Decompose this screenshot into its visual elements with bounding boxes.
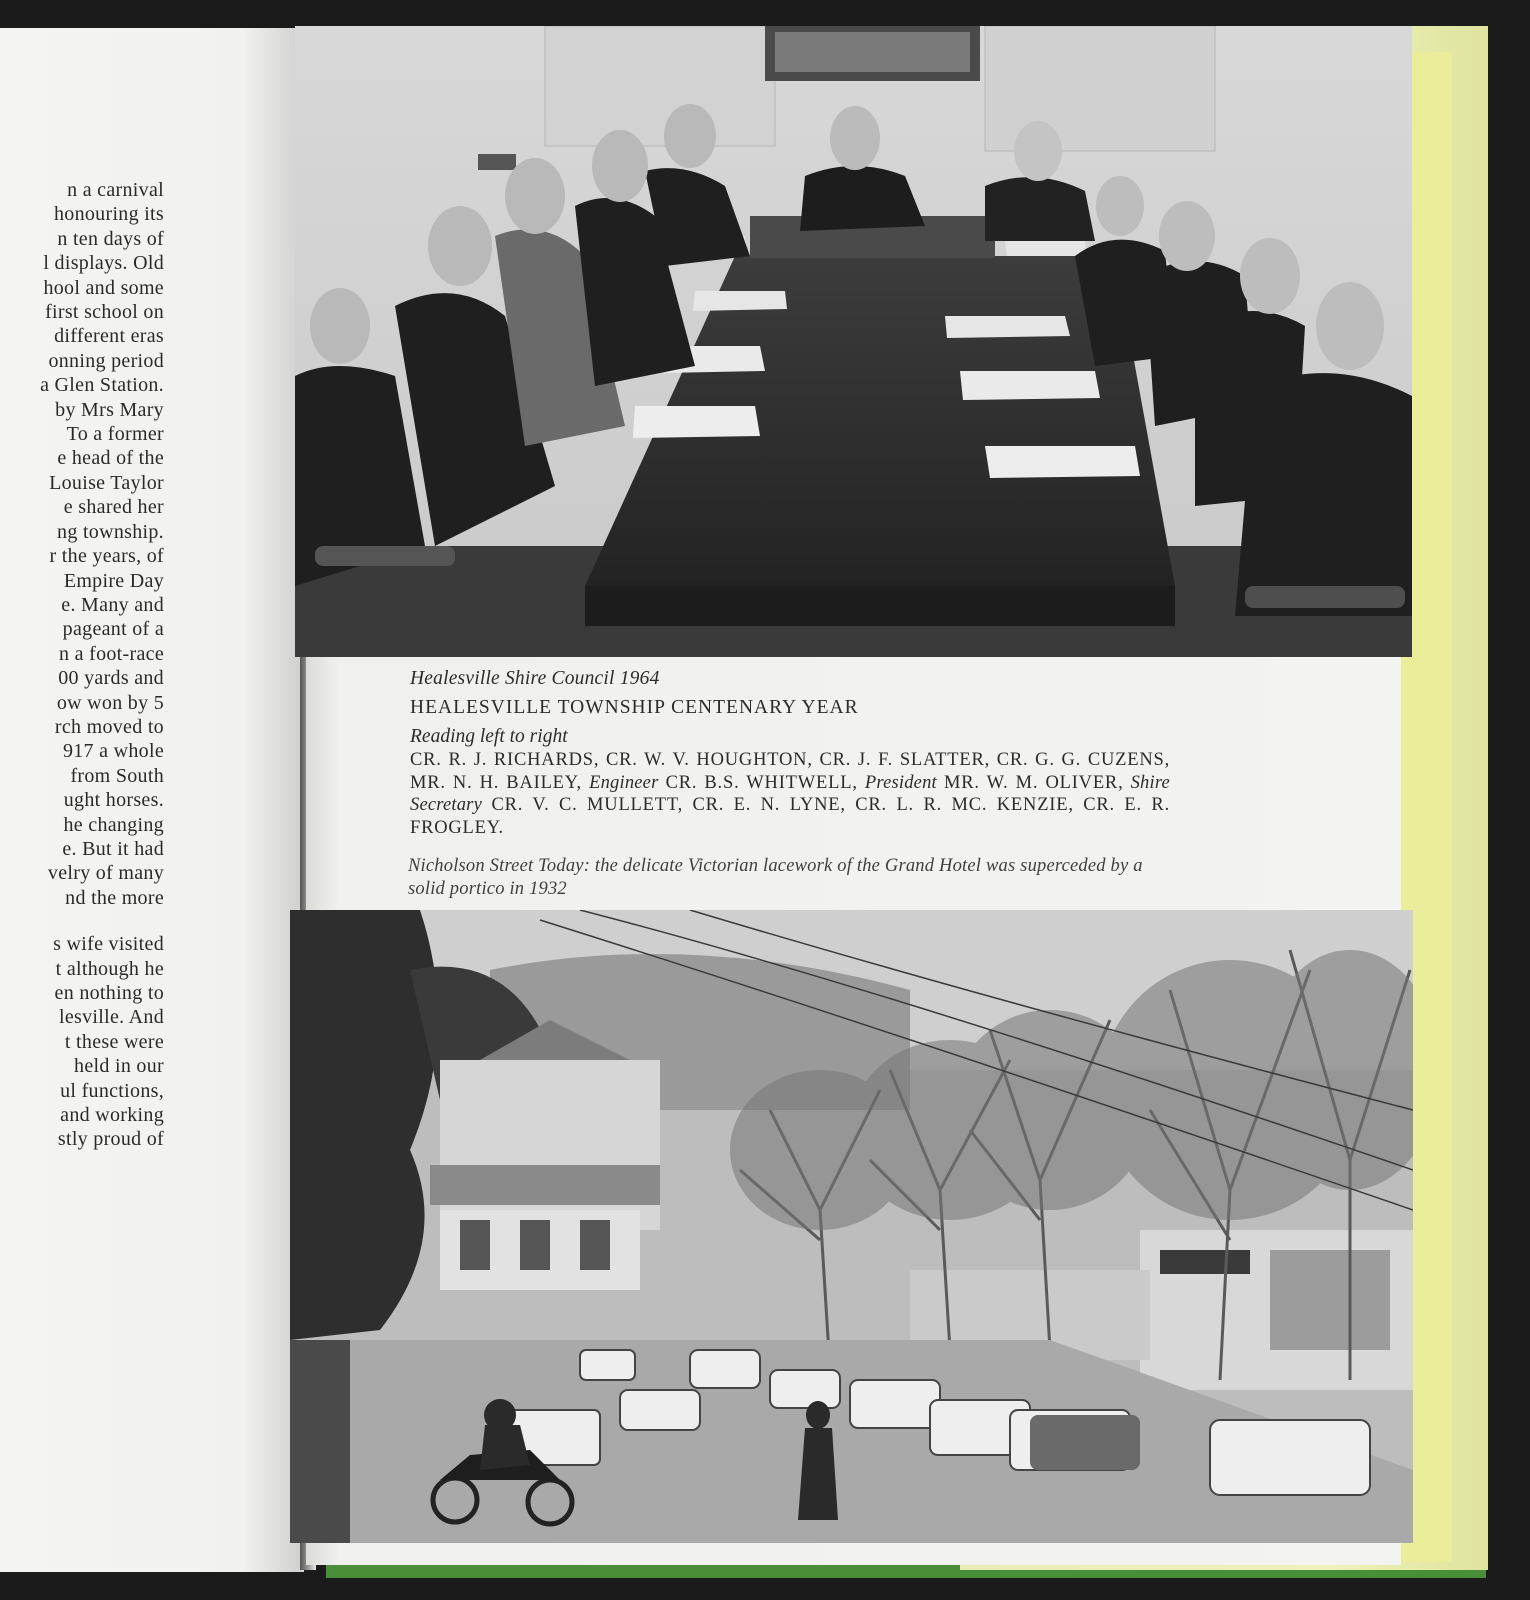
left-page-line: r the years, of xyxy=(49,545,164,568)
left-page-line: hool and some xyxy=(43,276,164,299)
street-photo-caption: Nicholson Street Today: the delicate Victorian lacework of the Grand Hotel was superceded by a solid portico in 1932 xyxy=(408,856,1143,899)
left-page-line: honouring its xyxy=(53,203,164,226)
left-page-line: held in our xyxy=(74,1055,164,1078)
role-president: President xyxy=(864,772,937,793)
left-page-text xyxy=(0,178,164,1152)
caption-names xyxy=(410,749,1170,839)
council-meeting-photo xyxy=(295,26,1412,657)
left-page-line: he changing xyxy=(63,813,164,836)
names-part-2: CR. B.S. WHITWELL, xyxy=(658,772,865,793)
caption-heading: HEALESVILLE TOWNSHIP CENTENARY YEAR xyxy=(410,697,859,718)
names-part-4: CR. V. C. MULLETT, CR. E. N. LYNE, CR. L. R. MC. KENZIE, CR. E. R. FROGLEY. xyxy=(410,795,1170,838)
left-paragraph-1 xyxy=(0,178,164,910)
left-page-line: ng township. xyxy=(57,520,164,543)
left-page-line: nd the more xyxy=(65,886,164,909)
left-page-line: different eras xyxy=(54,325,164,348)
left-page-line: velry of many xyxy=(47,862,164,885)
names-part-3: MR. W. M. OLIVER, xyxy=(936,772,1131,793)
left-page-line: a Glen Station. xyxy=(40,374,164,397)
left-page-line: rch moved to xyxy=(54,715,164,738)
left-page-line: n a carnival xyxy=(67,179,164,201)
left-paragraph-2 xyxy=(0,932,164,1152)
left-page-line: en nothing to xyxy=(54,982,164,1004)
caption-reading-order: Reading left to right xyxy=(410,726,568,747)
left-page-line: onning period xyxy=(48,349,164,372)
left-page-line: ul functions, xyxy=(60,1079,164,1102)
left-page-line: Empire Day xyxy=(63,569,164,592)
left-page-line: t these were xyxy=(64,1030,164,1053)
left-page-line: 00 yards and xyxy=(58,667,164,690)
left-page-line: first school on xyxy=(45,301,164,324)
caption-title: Healesville Shire Council 1964 xyxy=(410,668,660,689)
left-page-line: pageant of a xyxy=(62,618,164,641)
names-part-1: CR. R. J. RICHARDS, CR. W. V. HOUGHTON, CR. J. F. SLATTER, CR. G. G. CUZENS, MR. N. H. BAILEY, xyxy=(410,750,1170,793)
left-page-line: s wife visited xyxy=(53,933,164,956)
left-page xyxy=(0,28,304,1572)
left-page-line: e. Many and xyxy=(61,593,164,616)
left-page-line: 917 a whole xyxy=(62,740,164,763)
role-engineer: Engineer xyxy=(589,772,659,793)
left-page-line: ow won by 5 xyxy=(56,691,164,714)
left-page-line: by Mrs Mary xyxy=(55,398,164,421)
left-page-line: stly proud of xyxy=(57,1128,164,1151)
left-page-line: To a former xyxy=(66,423,164,446)
left-page-line: e shared her xyxy=(63,496,164,519)
role-shire-secretary: Shire Secretary xyxy=(410,772,1170,815)
left-page-line: from South xyxy=(70,764,164,787)
left-page-line: t although he xyxy=(55,957,164,980)
nicholson-street-photo xyxy=(290,910,1413,1543)
left-page-line: and working xyxy=(60,1104,164,1127)
left-page-line: n ten days of xyxy=(57,227,164,250)
left-page-line: Louise Taylor xyxy=(49,471,164,494)
left-page-line: lesville. And xyxy=(58,1006,164,1029)
left-page-line: e. But it had xyxy=(62,837,164,860)
left-page-line: ught horses. xyxy=(63,789,164,812)
council-photo-caption xyxy=(410,667,1170,839)
left-page-line: n a foot-race xyxy=(59,642,164,665)
left-page-line: e head of the xyxy=(57,447,164,470)
left-page-line: l displays. Old xyxy=(43,252,164,275)
